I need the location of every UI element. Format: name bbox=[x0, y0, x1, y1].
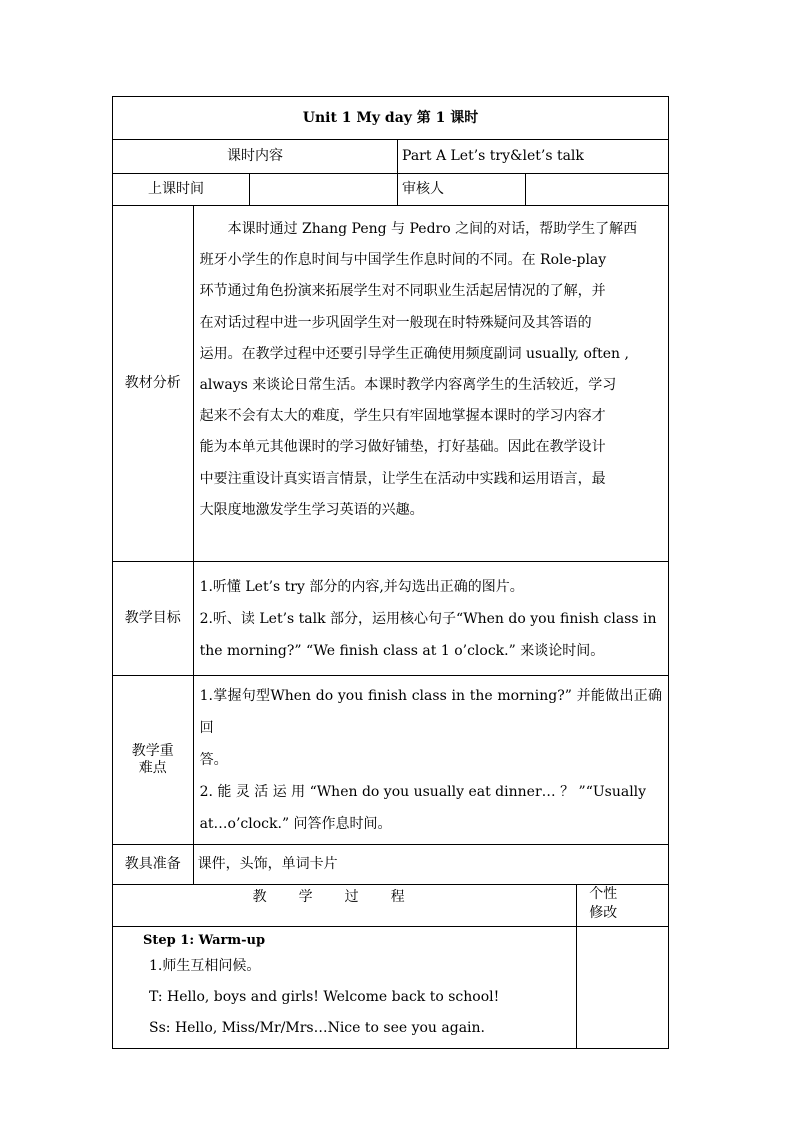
analysis-label: 教材分析 bbox=[113, 206, 194, 562]
analysis-line: 能为本单元其他课时的学习做好铺垫，打好基础。因此在教学设计 bbox=[199, 439, 606, 456]
key-label-line: 教学重 bbox=[131, 743, 174, 760]
class-time-value bbox=[249, 174, 397, 206]
analysis-line: 中要注重设计真实语言情景，让学生在活动中实践和运用语言，最 bbox=[199, 470, 606, 487]
step1-line: 1.师生互相问候。 bbox=[149, 958, 261, 974]
key-points-text bbox=[193, 676, 668, 845]
goal-line: 2.听、读 Let’s talk 部分，运用核心句子“When do you finish class in bbox=[199, 610, 657, 627]
step1-line: T: Hello, boys and girls! Welcome back to school! bbox=[149, 989, 500, 1005]
class-time-label: 上课时间 bbox=[113, 174, 250, 206]
process-header: 教学过程 bbox=[113, 885, 577, 927]
analysis-line: 环节通过角色扮演来拓展学生对不同职业生活起居情况的了解，并 bbox=[199, 283, 606, 300]
lesson-plan-table bbox=[112, 96, 669, 1049]
key-line: 1.掌握句型When do you finish class in the morning?” 并能做出正确回 bbox=[199, 688, 662, 736]
notes-header bbox=[577, 885, 669, 927]
analysis-line: 在对话过程中进一步巩固学生对一般现在时特殊疑问及其答语的 bbox=[199, 314, 592, 331]
lesson-content-label: 课时内容 bbox=[113, 140, 398, 174]
analysis-line: 班牙小学生的作息时间与中国学生作息时间的不同。在 Role-play bbox=[199, 252, 607, 269]
analysis-line: 大限度地激发学生学习英语的兴趣。 bbox=[199, 501, 424, 518]
analysis-text bbox=[193, 206, 668, 562]
key-label-line: 难点 bbox=[138, 760, 167, 776]
analysis-line: 运用。在教学过程中还要引导学生正确使用频度副词 usually, often , bbox=[199, 345, 629, 362]
analysis-line: 本课时通过 Zhang Peng 与 Pedro 之间的对话，帮助学生了解西 bbox=[227, 221, 638, 237]
notes-cell bbox=[577, 927, 669, 1049]
tools-value: 课件，头饰，单词卡片 bbox=[193, 845, 668, 885]
analysis-line: 起来不会有太大的难度，学生只有牢固地掌握本课时的学习内容才 bbox=[199, 408, 606, 425]
lesson-title: Unit 1 My day 第 1 课时 bbox=[113, 97, 669, 140]
notes-label-line: 修改 bbox=[589, 905, 618, 921]
lesson-content-value: Part A Let’s try&let’s talk bbox=[398, 140, 669, 174]
key-line: 答。 bbox=[199, 752, 228, 768]
goal-line: the morning?” “We finish class at 1 o’clock.” 来谈论时间。 bbox=[199, 642, 605, 659]
reviewer-label: 审核人 bbox=[398, 174, 526, 206]
goals-label: 教学目标 bbox=[113, 562, 194, 676]
analysis-line: always 来谈论日常生活。本课时教学内容离学生的生活较近，学习 bbox=[199, 377, 617, 394]
step1-cell bbox=[113, 927, 577, 1049]
step1-title: Step 1: Warm-up bbox=[143, 933, 266, 948]
goals-text bbox=[193, 562, 668, 676]
tools-label: 教具准备 bbox=[113, 845, 194, 885]
key-points-label bbox=[113, 676, 194, 845]
key-line: at…o’clock.” 问答作息时间。 bbox=[199, 816, 392, 832]
reviewer-value bbox=[525, 174, 668, 206]
key-line: 2. 能 灵 活 运 用 “When do you usually eat dinner… ？ ”“Usually bbox=[199, 784, 647, 800]
goal-line: 1.听懂 Let’s try 部分的内容,并勾选出正确的图片。 bbox=[199, 578, 524, 595]
notes-label-line: 个性 bbox=[589, 886, 618, 902]
step1-line: Ss: Hello, Miss/Mr/Mrs…Nice to see you again. bbox=[149, 1020, 485, 1036]
